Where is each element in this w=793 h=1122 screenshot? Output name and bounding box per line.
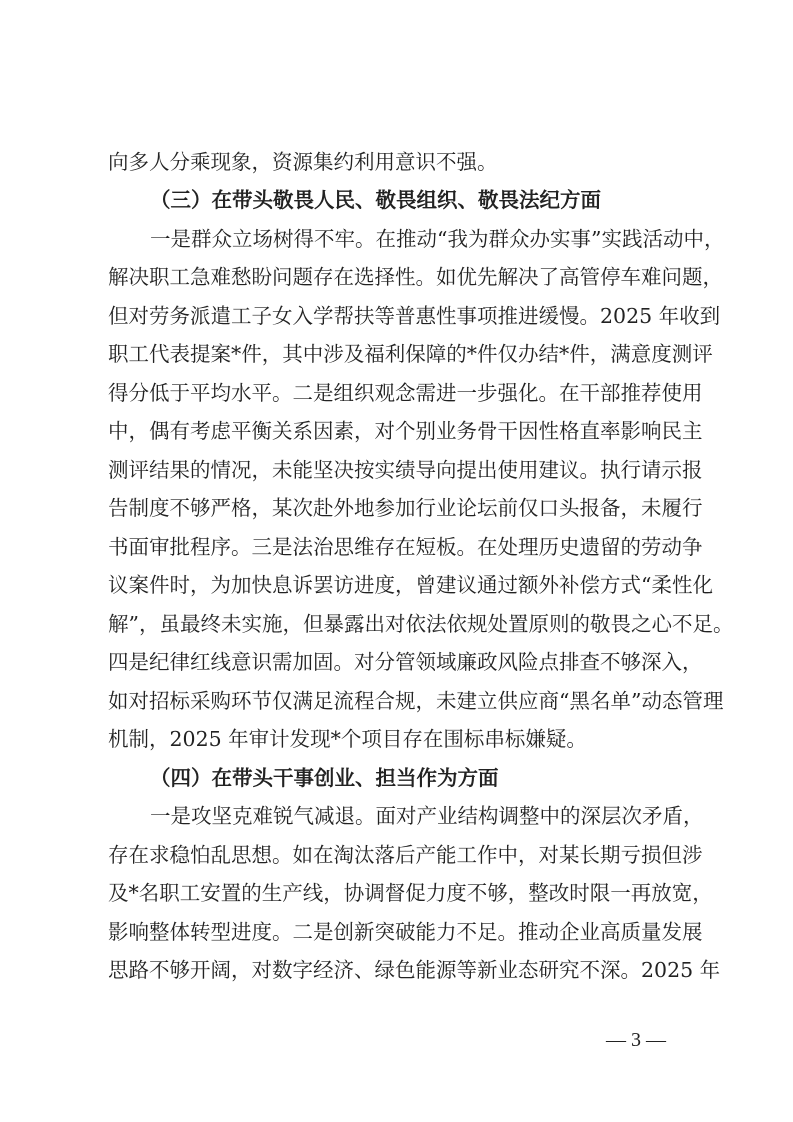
paragraph-line: 向多人分乘现象，资源集约利用意识不强。 — [108, 150, 498, 174]
paragraph-line: 得分低于平均水平。二是组织观念需进一步强化。在干部推荐使用 — [108, 381, 703, 405]
paragraph-line: 书面审批程序。三是法治思维存在短板。在处理历史遗留的劳动争 — [108, 535, 703, 559]
paragraph-line: 解”，虽最终未实施，但暴露出对依法依规处置原则的敬畏之心不足。 — [108, 612, 734, 636]
paragraph-line: 思路不够开阔，对数字经济、绿色能源等新业态研究不深。2025 年 — [108, 958, 721, 982]
paragraph-line: 一是攻坚克难锐气减退。面对产业结构调整中的深层次矛盾， — [150, 804, 704, 828]
paragraph-line: 但对劳务派遣工子女入学帮扶等普惠性事项推进缓慢。2025 年收到 — [108, 304, 721, 328]
paragraph-line: 测评结果的情况，未能坚决按实绩导向提出使用建议。执行请示报 — [108, 458, 703, 482]
paragraph-line: 存在求稳怕乱思想。如在淘汰落后产能工作中，对某长期亏损但涉 — [108, 843, 703, 867]
paragraph-line: 及*名职工安置的生产线，协调督促力度不够，整改时限一再放宽， — [108, 881, 713, 905]
paragraph-line: 四是纪律红线意识需加固。对分管领域廉政风险点排查不够深入， — [108, 650, 703, 674]
paragraph-line: 告制度不够严格，某次赴外地参加行业论坛前仅口头报备，未履行 — [108, 496, 703, 520]
paragraph-line: 职工代表提案*件，其中涉及福利保障的*件仅办结*件，满意度测评 — [108, 342, 713, 366]
paragraph-line: 机制，2025 年审计发现*个项目存在围标串标嫌疑。 — [108, 727, 587, 751]
paragraph-line: 解决职工急难愁盼问题存在选择性。如优先解决了高管停车难问题， — [108, 265, 723, 289]
paragraph-line: 如对招标采购环节仅满足流程合规，未建立供应商“黑名单”动态管理 — [108, 689, 724, 713]
paragraph-line: 中，偶有考虑平衡关系因素，对个别业务骨干因性格直率影响民主 — [108, 419, 703, 443]
paragraph-line: 议案件时，为加快息诉罢访进度，曾建议通过额外补偿方式“柔性化 — [108, 573, 713, 597]
paragraph-line: 一是群众立场树得不牢。在推动“我为群众办实事”实践活动中， — [150, 227, 725, 251]
page-number: — 3 — — [606, 1029, 666, 1051]
paragraph-line: 影响整体转型进度。二是创新突破能力不足。推动企业高质量发展 — [108, 920, 703, 944]
section-heading-4: （四）在带头干事创业、担当作为方面 — [150, 766, 499, 790]
section-heading-3: （三）在带头敬畏人民、敬畏组织、敬畏法纪方面 — [150, 188, 601, 212]
